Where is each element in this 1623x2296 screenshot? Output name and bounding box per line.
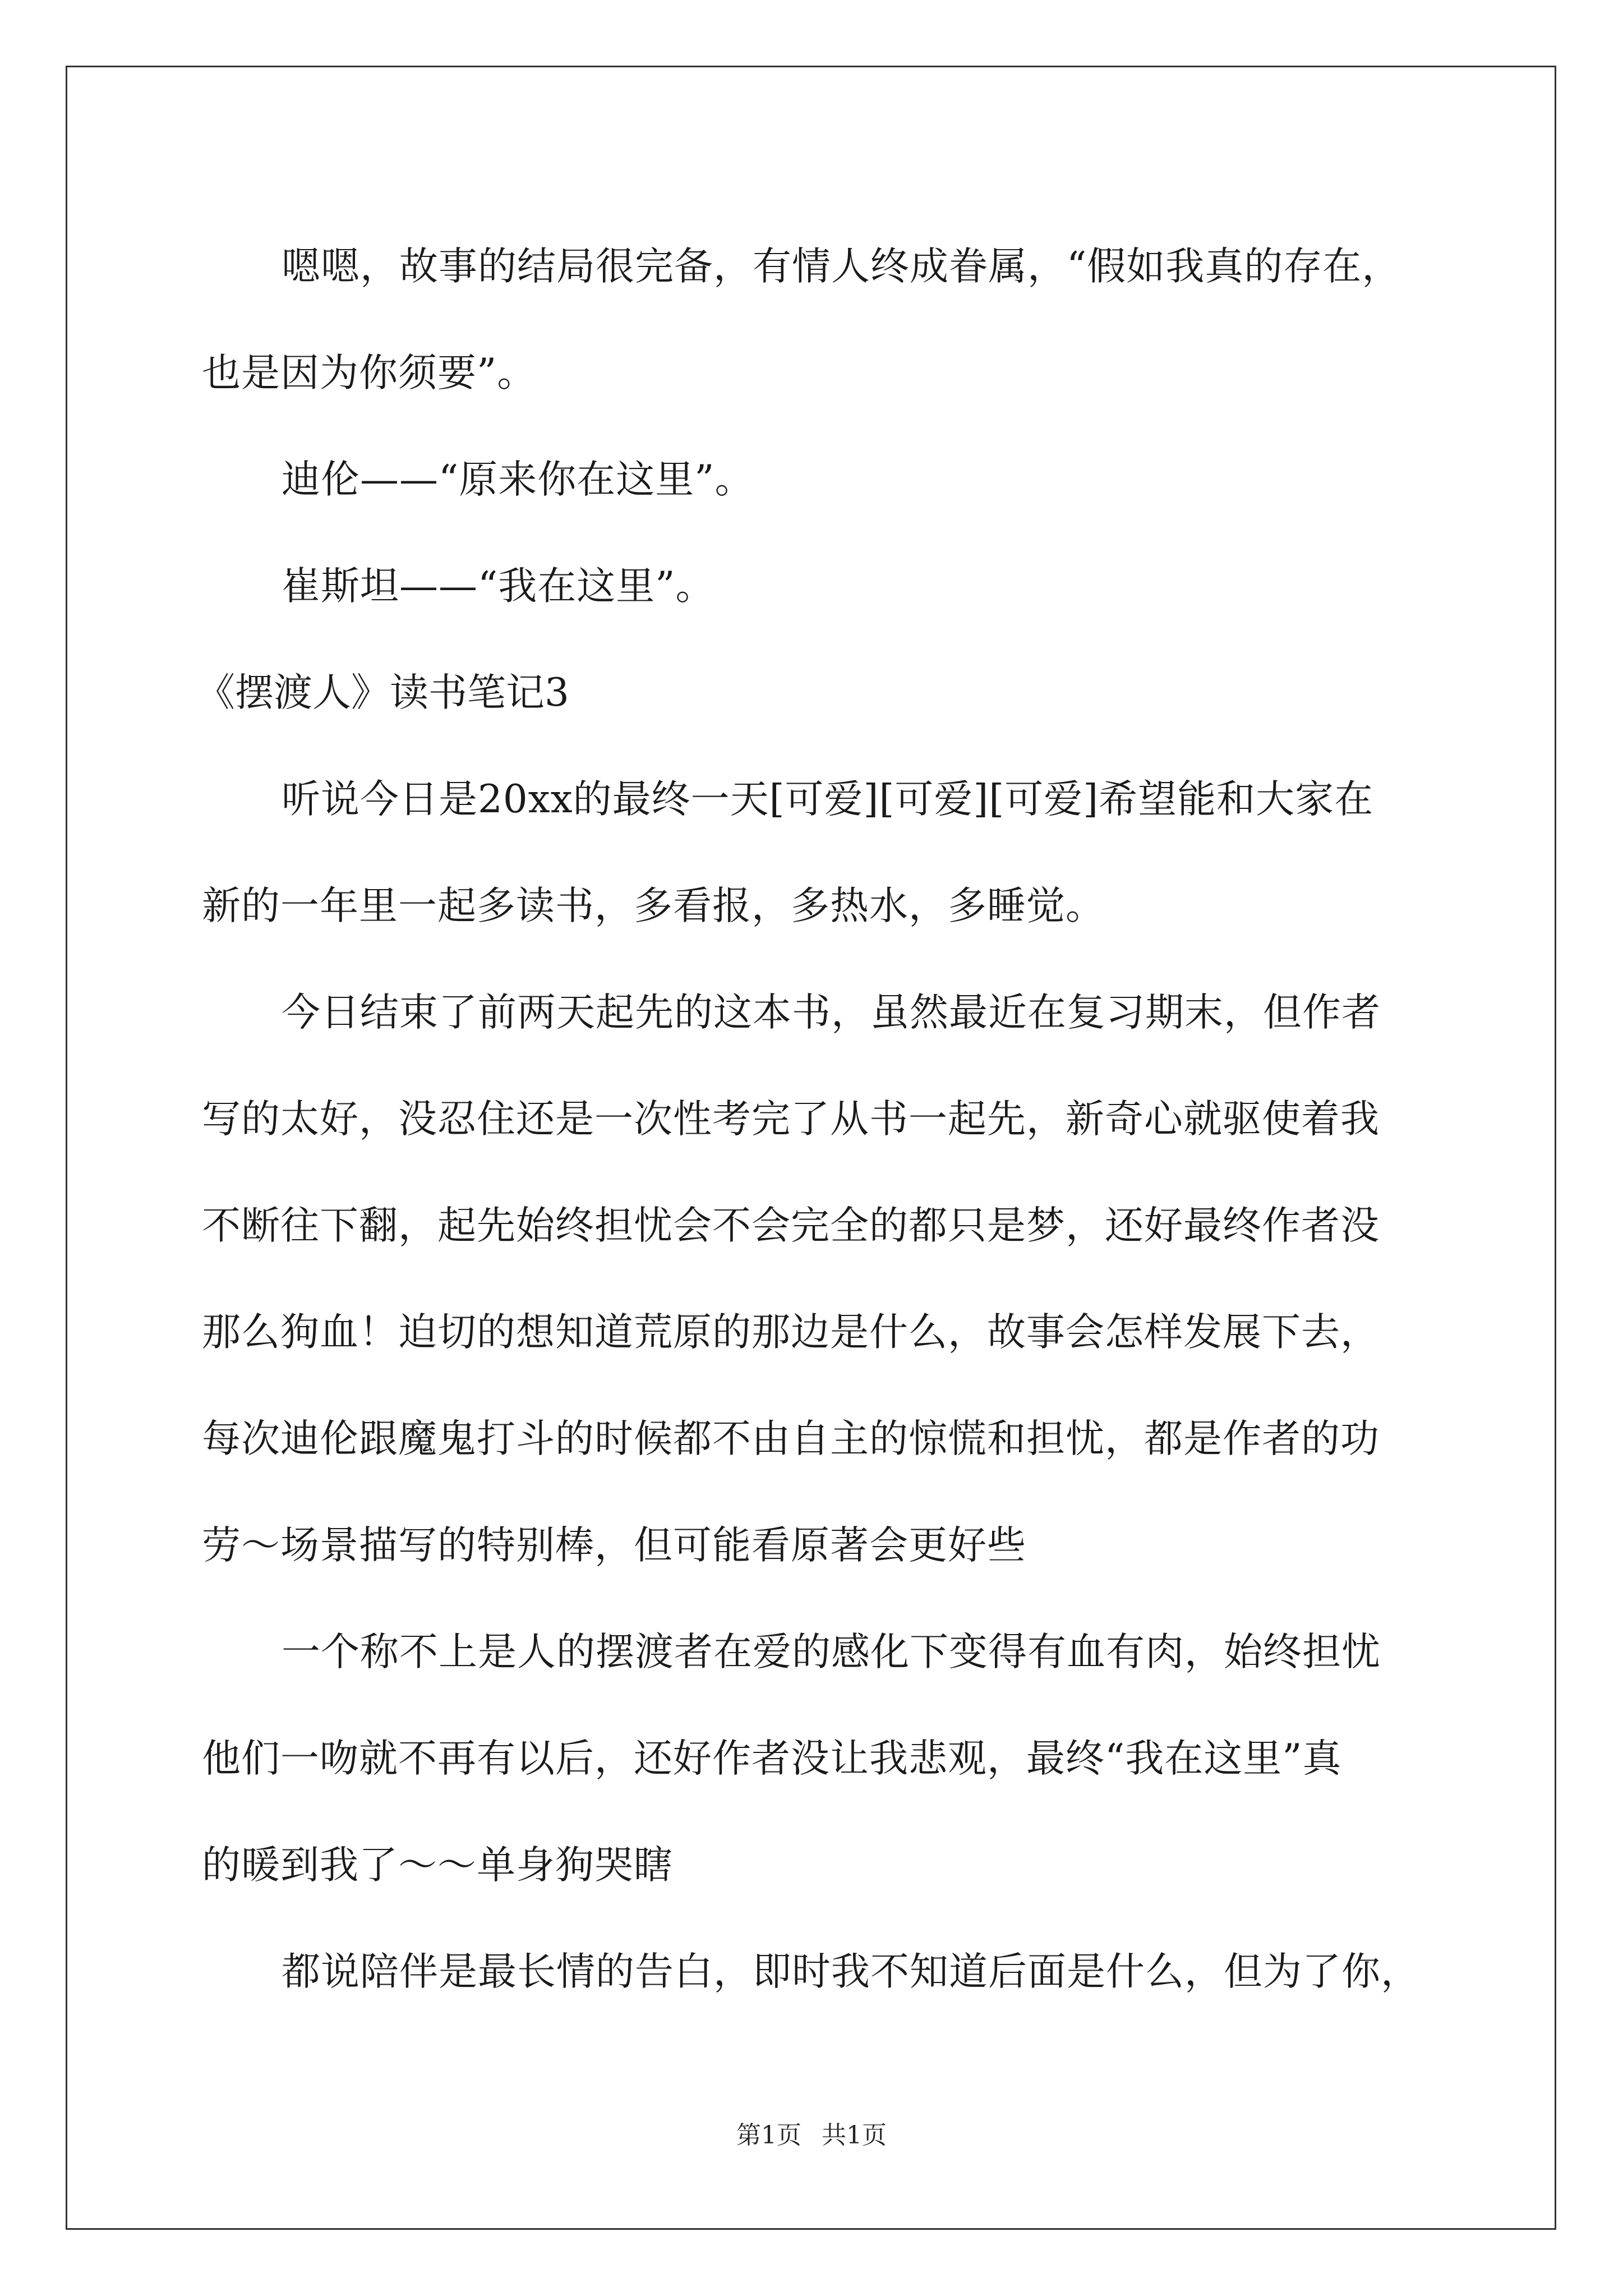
text-line: 嗯嗯，故事的结局很完备，有情人终成眷属，“假如我真的存在，	[282, 244, 1401, 289]
text-line: 写的太好，没忍住还是一次性考完了从书一起先，新奇心就驱使着我	[202, 1097, 1380, 1142]
text-line: 今日结束了前两天起先的这本书，虽然最近在复习期末，但作者	[282, 990, 1381, 1035]
section-heading: 《摆渡人》读书笔记3	[196, 670, 569, 715]
text-line: 那么狗血！迫切的想知道荒原的那边是什么，故事会怎样发展下去，	[202, 1310, 1380, 1355]
text-line: 崔斯坦——“我在这里”。	[282, 564, 715, 609]
text-line: 新的一年里一起多读书，多看报，多热水，多睡觉。	[202, 884, 1105, 928]
text-line: 他们一吻就不再有以后，还好作者没让我悲观，最终“我在这里”真	[202, 1736, 1342, 1781]
text-line: 每次迪伦跟魔鬼打斗的时候都不由自主的惊慌和担忧，都是作者的功	[202, 1416, 1380, 1461]
text-line: 听说今日是20xx的最终一天[可爱][可爱][可爱]希望能和大家在	[282, 777, 1374, 822]
page-footer	[0, 2115, 1623, 2151]
page-total: 共1页	[822, 2121, 887, 2150]
document-body	[196, 213, 1436, 2025]
text-line: 劳～场景描写的特别棒，但可能看原著会更好些	[202, 1523, 1026, 1568]
text-line: 也是因为你须要”。	[202, 351, 537, 395]
text-line: 的暖到我了～～单身狗哭瞎	[202, 1843, 673, 1888]
text-line: 迪伦——“原来你在这里”。	[282, 457, 754, 502]
text-line: 一个称不上是人的摆渡者在爱的感化下变得有血有肉，始终担忧	[282, 1630, 1381, 1674]
text-line: 不断往下翻，起先始终担忧会不会完全的都只是梦，还好最终作者没	[202, 1203, 1380, 1248]
page-number: 第1页	[736, 2121, 801, 2150]
text-line: 都说陪伴是最长情的告白，即时我不知道后面是什么，但为了你，	[282, 1949, 1420, 1994]
